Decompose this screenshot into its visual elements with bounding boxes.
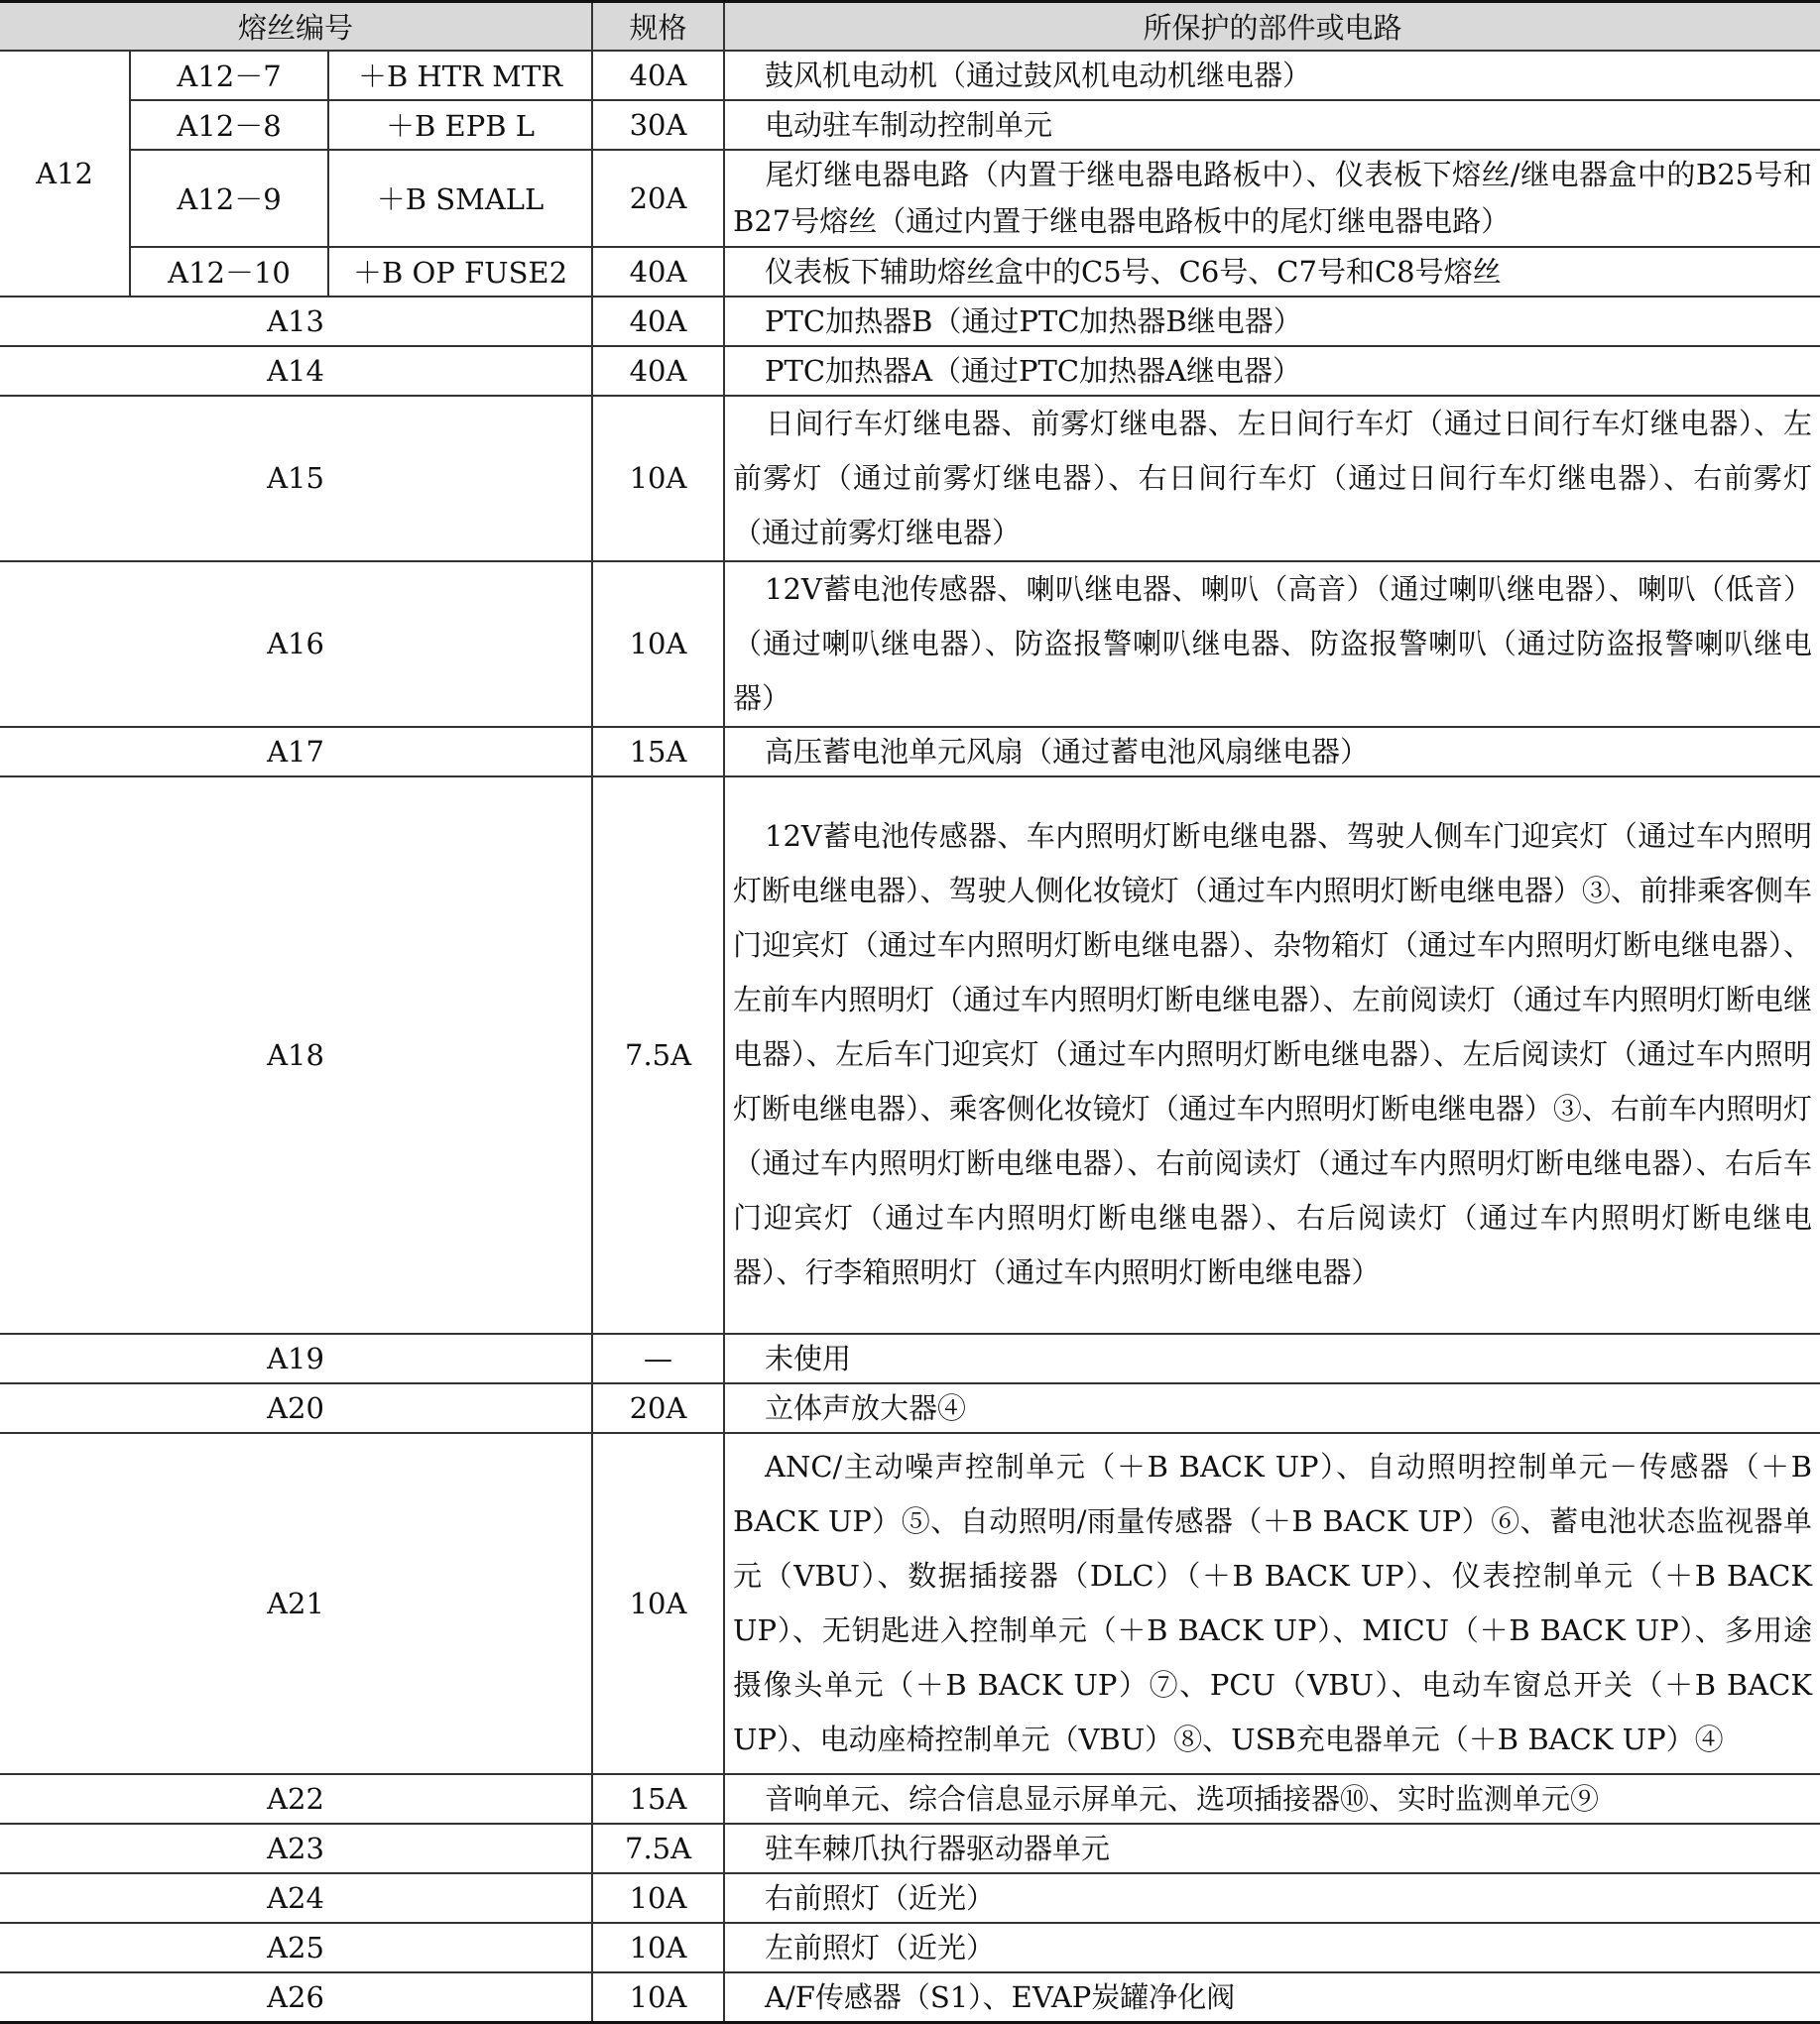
fuse-rating: 30A (592, 100, 724, 150)
fuse-number: A17 (0, 727, 592, 776)
protected-circuit: 左前照灯（近光） (724, 1923, 1820, 1972)
table-row (0, 247, 1820, 297)
table-row (0, 727, 1820, 776)
table-row (0, 150, 1820, 247)
table-header-row (0, 2, 1820, 51)
table-row (0, 561, 1820, 727)
protected-circuit: 右前照灯（近光） (724, 1873, 1820, 1923)
fuse-number: A21 (0, 1433, 592, 1774)
fuse-rating: 10A (592, 1433, 724, 1774)
fuse-rating: 10A (592, 396, 724, 561)
protected-circuit: A/F传感器（S1）、EVAP炭罐净化阀 (724, 1972, 1820, 2023)
fuse-number: A16 (0, 561, 592, 727)
fuse-rating: 40A (592, 247, 724, 297)
fuse-rating: — (592, 1334, 724, 1383)
table-row (0, 396, 1820, 561)
fuse-number: A23 (0, 1824, 592, 1873)
fuse-number: A18 (0, 776, 592, 1334)
fuse-rating: 7.5A (592, 1824, 724, 1873)
table-row (0, 1774, 1820, 1824)
fuse-number: A26 (0, 1972, 592, 2023)
header-fuse-no: 熔丝编号 (0, 2, 592, 51)
fuse-sub-name: ＋B EPB L (328, 100, 592, 150)
fuse-rating: 40A (592, 346, 724, 396)
protected-circuit: 仪表板下辅助熔丝盒中的C5号、C6号、C7号和C8号熔丝 (724, 247, 1820, 297)
fuse-rating: 10A (592, 1923, 724, 1972)
protected-circuit: 12V蓄电池传感器、车内照明灯断电继电器、驾驶人侧车门迎宾灯（通过车内照明灯断电继电器）、驾驶人侧化妆镜灯（通过车内照明灯断电继电器）③、前排乘客侧车门迎宾灯（通过车内照明灯断电继电器）、杂物箱灯（通过车内照明灯断电继电器）、左前车内照明灯（通过车内照明灯断电继电器）、左前阅读灯（通过车内照明灯断电继电器）、左后车门迎宾灯（通过车内照明灯断电继电器）、左后阅读灯（通过车内照明灯断电继电器）、乘客侧化妆镜灯（通过车内照明灯断电继电器）③、右前车内照明灯（通过车内照明灯断电继电器）、右前阅读灯（通过车内照明灯断电继电器）、右后车门迎宾灯（通过车内照明灯断电继电器）、右后阅读灯（通过车内照明灯断电继电器）、行李箱照明灯（通过车内照明灯断电继电器） (724, 776, 1820, 1334)
protected-circuit: 驻车棘爪执行器驱动器单元 (724, 1824, 1820, 1873)
fuse-sub-number: A12－10 (130, 247, 328, 297)
fuse-rating: 15A (592, 727, 724, 776)
table-row (0, 1334, 1820, 1383)
fuse-rating: 10A (592, 1972, 724, 2023)
fuse-number: A14 (0, 346, 592, 396)
fuse-rating: 10A (592, 1873, 724, 1923)
table-row (0, 1873, 1820, 1923)
protected-circuit: 立体声放大器④ (724, 1383, 1820, 1433)
protected-circuit: 音响单元、综合信息显示屏单元、选项插接器⑩、实时监测单元⑨ (724, 1774, 1820, 1824)
fuse-rating: 15A (592, 1774, 724, 1824)
table-row (0, 1383, 1820, 1433)
fuse-number: A13 (0, 297, 592, 346)
table-row (0, 1972, 1820, 2023)
fuse-sub-name: ＋B SMALL (328, 150, 592, 247)
fuse-number: A15 (0, 396, 592, 561)
table-row (0, 1824, 1820, 1873)
table-row (0, 297, 1820, 346)
protected-circuit: 尾灯继电器电路（内置于继电器电路板中）、仪表板下熔丝/继电器盒中的B25号和B27号熔丝（通过内置于继电器电路板中的尾灯继电器电路） (724, 150, 1820, 247)
header-circuit: 所保护的部件或电路 (724, 2, 1820, 51)
fuse-rating: 20A (592, 150, 724, 247)
table-row (0, 1433, 1820, 1774)
protected-circuit: 日间行车灯继电器、前雾灯继电器、左日间行车灯（通过日间行车灯继电器）、左前雾灯（通过前雾灯继电器）、右日间行车灯（通过日间行车灯继电器）、右前雾灯（通过前雾灯继电器） (724, 396, 1820, 561)
table-row (0, 1923, 1820, 1972)
table-row (0, 100, 1820, 150)
fuse-number: A24 (0, 1873, 592, 1923)
protected-circuit: PTC加热器A（通过PTC加热器A继电器） (724, 346, 1820, 396)
fuse-number: A20 (0, 1383, 592, 1433)
fuse-rating: 20A (592, 1383, 724, 1433)
fuse-number: A22 (0, 1774, 592, 1824)
fuse-group-label: A12 (0, 51, 130, 297)
fuse-rating: 10A (592, 561, 724, 727)
protected-circuit: 鼓风机电动机（通过鼓风机电动机继电器） (724, 51, 1820, 100)
table-row (0, 776, 1820, 1334)
protected-circuit: 电动驻车制动控制单元 (724, 100, 1820, 150)
fuse-number: A25 (0, 1923, 592, 1972)
fuse-number: A19 (0, 1334, 592, 1383)
fuse-sub-number: A12－9 (130, 150, 328, 247)
header-rating: 规格 (592, 2, 724, 51)
protected-circuit: 未使用 (724, 1334, 1820, 1383)
fuse-rating: 40A (592, 51, 724, 100)
fuse-rating: 40A (592, 297, 724, 346)
protected-circuit: 高压蓄电池单元风扇（通过蓄电池风扇继电器） (724, 727, 1820, 776)
fuse-sub-number: A12－8 (130, 100, 328, 150)
fuse-sub-name: ＋B OP FUSE2 (328, 247, 592, 297)
table-row (0, 51, 1820, 100)
table-row (0, 346, 1820, 396)
fuse-rating: 7.5A (592, 776, 724, 1334)
protected-circuit: 12V蓄电池传感器、喇叭继电器、喇叭（高音）（通过喇叭继电器）、喇叭（低音）（通过喇叭继电器）、防盗报警喇叭继电器、防盗报警喇叭（通过防盗报警喇叭继电器） (724, 561, 1820, 727)
protected-circuit: ANC/主动噪声控制单元（＋B BACK UP）、自动照明控制单元－传感器（＋B BACK UP）⑤、自动照明/雨量传感器（＋B BACK UP）⑥、蓄电池状态监视器单元（VBU）、数据插接器（DLC）（＋B BACK UP）、仪表控制单元（＋B BACK UP）、无钥匙进入控制单元（＋B BACK UP）、MICU（＋B BACK UP）、多用途摄像头单元（＋B BACK UP）⑦、PCU（VBU）、电动车窗总开关（＋B BACK UP）、电动座椅控制单元（VBU）⑧、USB充电器单元（＋B BACK UP）④ (724, 1433, 1820, 1774)
fuse-sub-name: ＋B HTR MTR (328, 51, 592, 100)
fuse-sub-number: A12－7 (130, 51, 328, 100)
protected-circuit: PTC加热器B（通过PTC加热器B继电器） (724, 297, 1820, 346)
